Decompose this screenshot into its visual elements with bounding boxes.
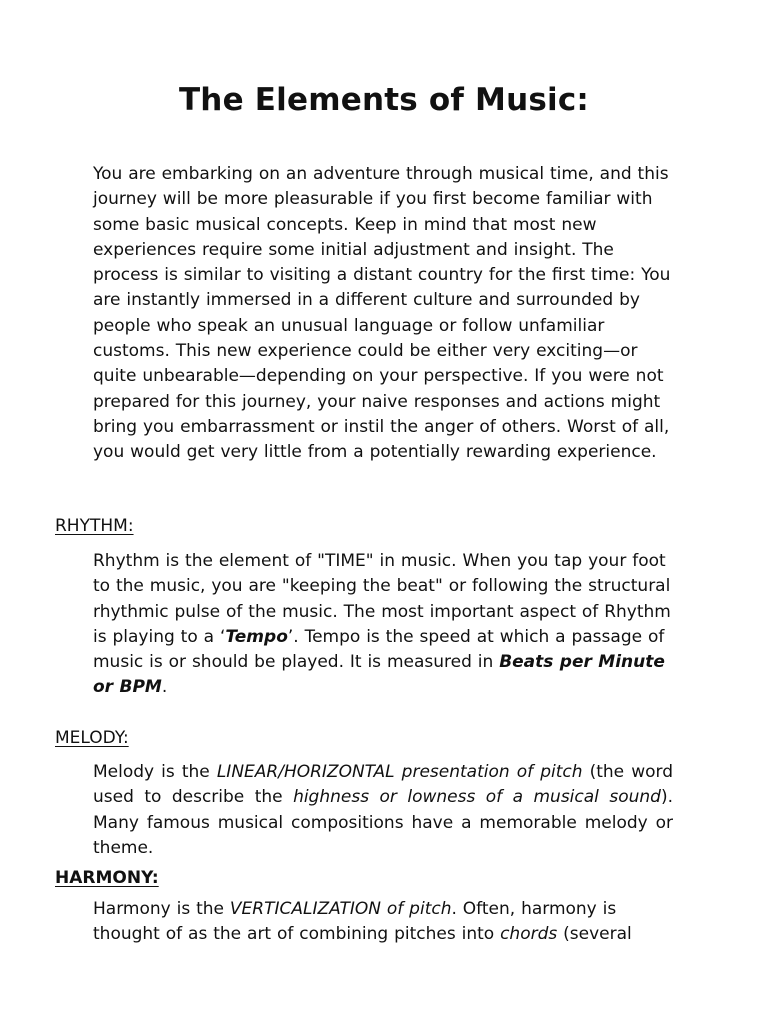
- page-title: The Elements of Music:: [178, 82, 590, 118]
- melody-text-2: (the word used to describe the: [93, 762, 673, 808]
- harmony-text-3: (several: [557, 924, 632, 945]
- rhythm-heading: RHYTHM:: [55, 516, 134, 536]
- vertical-term: VERTICALIZATION of pitch: [229, 899, 452, 919]
- harmony-text-1: Harmony is the: [93, 899, 230, 919]
- melody-heading: MELODY:: [55, 728, 129, 748]
- harmony-paragraph: [93, 897, 673, 948]
- rhythm-text-1: Rhythm is the element of "TIME" in music. When you tap your foot to the music, you are "keeping the beat" or following the structural rhythmic pulse of the music. The most important aspect of Rhythm is playing to a ‘: [93, 551, 671, 647]
- harmony-text-2: . Often, harmony is thought of as the art of combining pitches into: [93, 899, 617, 945]
- rhythm-text-2: ’. Tempo is the speed at which a passage of music is or should be played. It is measured in: [93, 626, 665, 673]
- highness-term: highness or lowness of a musical sound: [293, 787, 661, 808]
- rhythm-text-3: .: [161, 677, 168, 698]
- melody-text-3: ). Many famous musical compositions have a memorable melody or theme.: [93, 787, 673, 858]
- intro-paragraph: You are embarking on an adventure through musical time, and this journey will be more pleasurable if you first become familiar with some basic musical concepts. Keep in mind that most new experiences require some initial adjustment and insight. The process is similar to visiting a distant country for the first time: You are instantly immersed in a different culture and surrounded by people who speak an unusual language or follow unfamiliar customs. This new experience could be either very exciting—or quite unbearable—depending on your perspective. If you were not prepared for this journey, your naive responses and actions might bring you embarrassment or instil the anger of others. Worst of all, you would get very little from a potentially rewarding experience.: [93, 164, 671, 463]
- melody-text-1: Melody is the: [93, 762, 217, 782]
- rhythm-paragraph: [93, 549, 673, 701]
- linear-term: LINEAR/HORIZONTAL presentation of pitch: [216, 762, 583, 782]
- tempo-term: Tempo: [225, 626, 288, 647]
- melody-paragraph: [93, 760, 673, 861]
- bpm-term: Beats per Minute or BPM: [93, 652, 665, 698]
- chords-term: chords: [500, 924, 558, 945]
- harmony-heading: HARMONY:: [55, 868, 159, 888]
